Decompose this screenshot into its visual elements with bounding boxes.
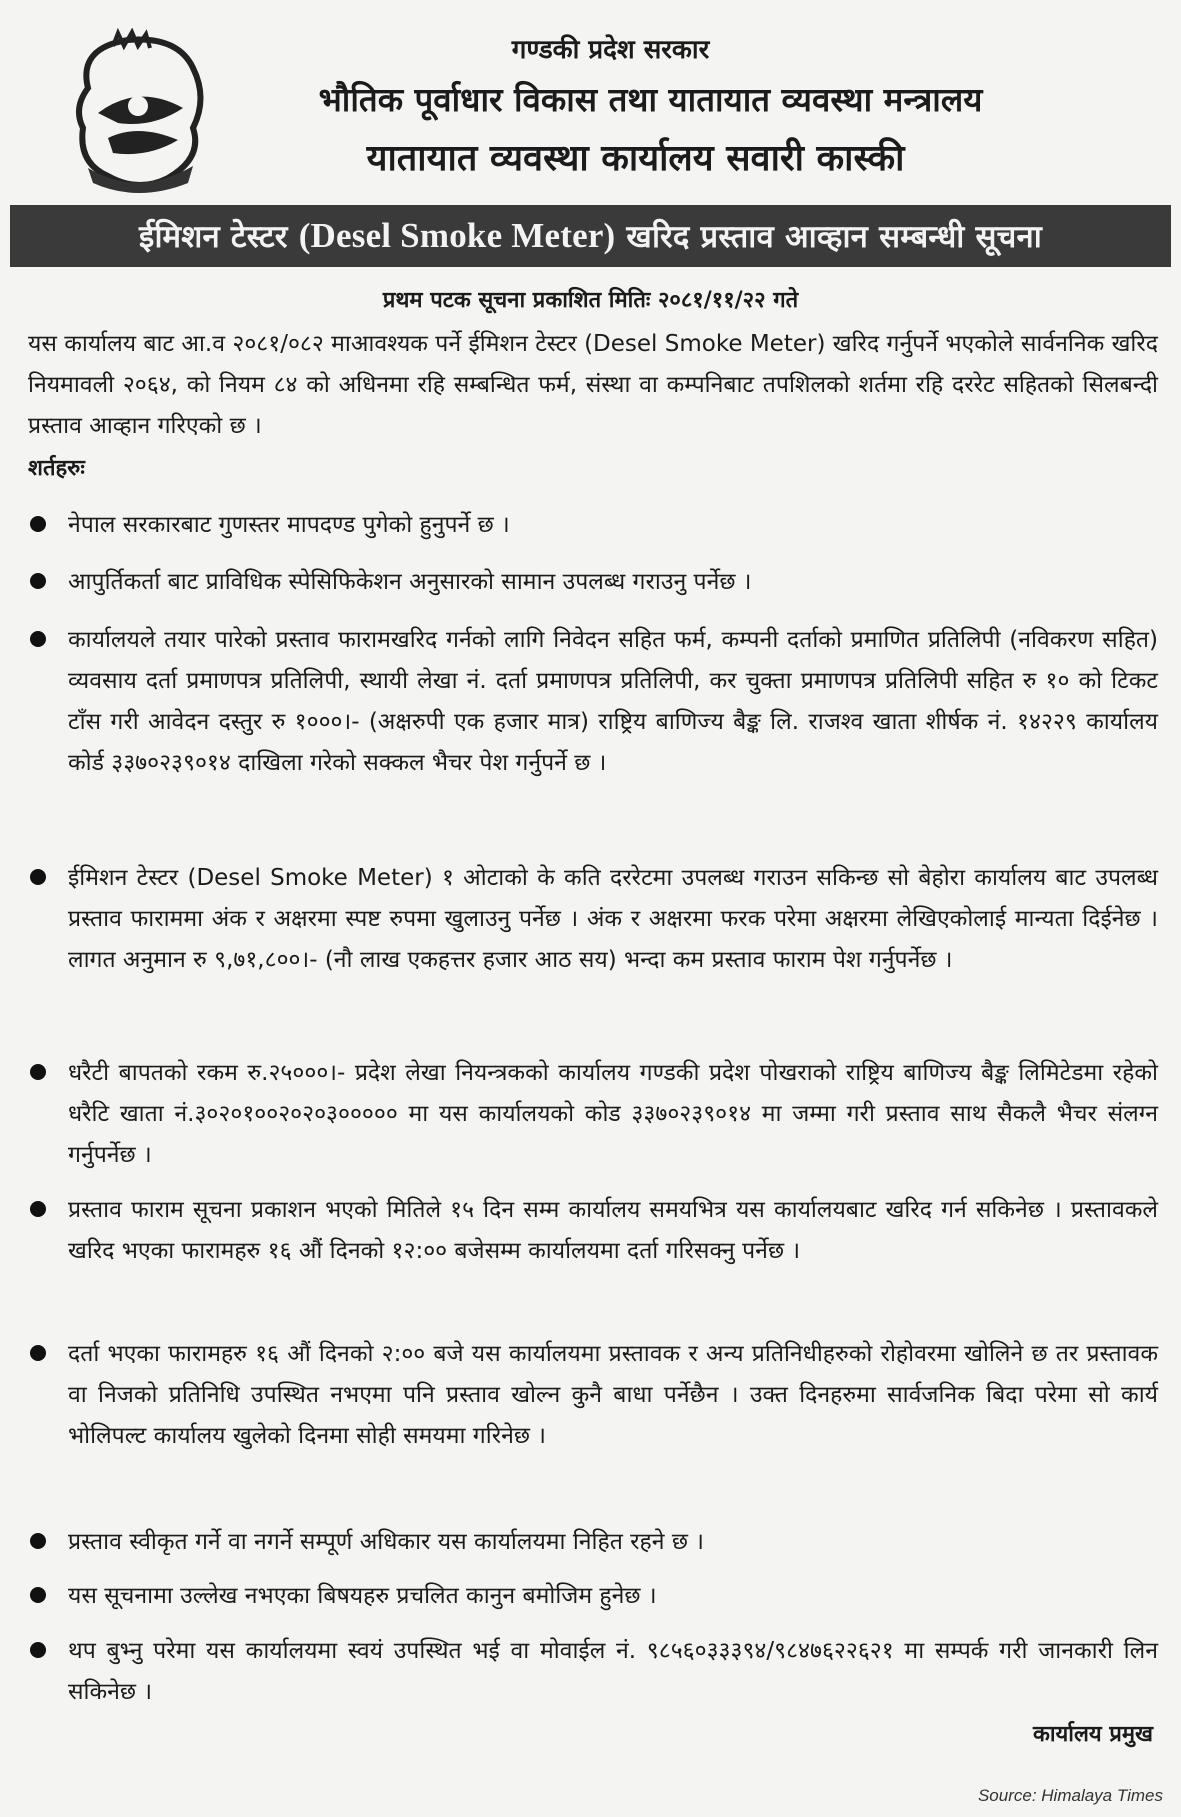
condition-item: आपुर्तिकर्ता बाट प्राविधिक स्पेसिफिकेशन अनुसारको सामान उपलब्ध गराउनु पर्नेछ । xyxy=(28,562,1158,603)
condition-item: प्रस्ताव फाराम सूचना प्रकाशन भएको मितिले १५ दिन सम्म कार्यालय समयभित्र यस कार्यालयबाट खरिद गर्न सकिनेछ । प्रस्तावकले खरिद भएका फारामहरु १६ औं दिनको १२:०० बजेसम्म कार्यालयमा दर्ता गरिसक्नु पर्नेछ । xyxy=(28,1190,1158,1272)
government-name: गण्डकी प्रदेश सरकार xyxy=(511,35,710,65)
bullet-icon xyxy=(30,631,46,647)
condition-item: नेपाल सरकारबाट गुणस्तर मापदण्ड पुगेको हुनुपर्ने छ । xyxy=(28,505,1158,546)
condition-item: थप बुभ्नु परेमा यस कार्यालयमा स्वयं उपस्थित भई वा मोवाईल नं. ९८५६०३३३९४/९८४७६२२६२१ मा सम्पर्क गरी जानकारी लिन सकिनेछ । xyxy=(28,1631,1158,1713)
condition-item: दर्ता भएका फारामहरु १६ औं दिनको २:०० बजे यस कार्यालयमा प्रस्तावक र अन्य प्रतिनिधीहरुको रोहोवरमा खोलिने छ तर प्रस्तावक वा निजको प्रतिनिधि उपस्थित नभएमा पनि प्रस्ताव खोल्न कुनै बाधा पर्नेछैन । उक्त दिनहरुमा सार्वजनिक बिदा परेमा सो कार्य भोलिपल्ट कार्यालय खुलेको दिनमा सोही समयमा गरिनेछ । xyxy=(28,1334,1158,1457)
intro-paragraph: यस कार्यालय बाट आ.व २०८१/०८२ माआवश्यक पर्ने ईमिशन टेस्टर (Desel Smoke Meter) खरिद गर्नुपर्ने भएकोले सार्वननिक खरिद नियमावली २०६४, को नियम ८४ को अधिनमा रहि सम्बन्धित फर्म, संस्था वा कम्पनिबाट तपशिलको शर्तमा रहि दररेट सहितको सिलबन्दी प्रस्ताव आव्हान गरिएको छ । xyxy=(28,331,1158,439)
bullet-icon xyxy=(30,516,46,532)
title-part-1: ईमिशन टेस्टर xyxy=(139,219,288,255)
bullet-icon xyxy=(30,869,46,885)
condition-item: धरैटी बापतको रकम रु.२५०००।- प्रदेश लेखा नियन्त्रकको कार्यालय गण्डकी प्रदेश पोखराको राष्ट्रिय बाणिज्य बैङ्क लिमिटेडमा रहेको धरैटि खाता नं.३०२०१००२०२०३००००० मा यस कार्यालयको कोड ३३७०२३९०१४ मा जम्मा गरी प्रस्ताव साथ सैकलै भैचर संलग्न गर्नुपर्नेछ । xyxy=(28,1053,1158,1176)
bullet-icon xyxy=(30,1533,46,1549)
title-part-2: खरिद प्रस्ताव आव्हान सम्बन्धी सूचना xyxy=(626,219,1042,255)
source-credit: Source: Himalaya Times xyxy=(977,1786,1163,1805)
conditions-heading: शर्तहरुः xyxy=(28,456,85,481)
publication-date: प्रथम पटक सूचना प्रकाशित मितिः २०८१/११/२२ गते xyxy=(382,288,799,313)
condition-item: प्रस्ताव स्वीकृत गर्ने वा नगर्ने सम्पूर्ण अधिकार यस कार्यालयमा निहित रहने छ । xyxy=(28,1522,1158,1563)
bullet-icon xyxy=(30,1587,46,1603)
bullet-icon xyxy=(30,1201,46,1217)
title-english: (Desel Smoke Meter) xyxy=(298,216,616,255)
bullet-icon xyxy=(30,573,46,589)
condition-item: कार्यालयले तयार पारेको प्रस्ताव फारामखरिद गर्नको लागि निवेदन सहित फर्म, कम्पनी दर्ताको प्रमाणित प्रतिलिपी (नविकरण सहित) व्यवसाय दर्ता प्रमाणपत्र प्रतिलिपी, स्थायी लेखा नं. दर्ता प्रमाणपत्र प्रतिलिपी, कर चुक्ता प्रमाणपत्र प्रतिलिपी सहित रु १० को टिकट टाँस गरी आवेदन दस्तुर रु १०००।- (अक्षरुपी एक हजार मात्र) राष्ट्रिय बाणिज्य बैङ्क लि. राजश्व खाता शीर्षक नं. १४२२९ कार्यालय कोर्ड ३३७०२३९०१४ दाखिला गरेको सक्कल भैचर पेश गर्नुपर्ने छ । xyxy=(28,620,1158,784)
office-name: यातायात व्यवस्था कार्यालय सवारी कास्की xyxy=(366,138,905,179)
bullet-icon xyxy=(30,1064,46,1080)
bullet-icon xyxy=(30,1642,46,1658)
signature-label: कार्यालय प्रमुख xyxy=(1032,1722,1153,1747)
ministry-name: भौतिक पूर्वाधार विकास तथा यातायात व्यवस्था मन्त्रालय xyxy=(318,80,983,119)
notice-title xyxy=(10,205,1171,267)
bullet-icon xyxy=(30,1345,46,1361)
condition-item: ईमिशन टेस्टर (Desel Smoke Meter) १ ओटाको के कति दररेटमा उपलब्ध गराउन सकिन्छ सो बेहोरा कार्यालय बाट उपलब्ध प्रस्ताव फाराममा अंक र अक्षरमा स्पष्ट रुपमा खुलाउनु पर्नेछ । अंक र अक्षरमा फरक परेमा अक्षरमा लेखिएकोलाई मान्यता दिईनेछ । लागत अनुमान रु ९,७१,८००।- (नौ लाख एकहत्तर हजार आठ सय) भन्दा कम प्रस्ताव फाराम पेश गर्नुपर्नेछ । xyxy=(28,858,1158,981)
condition-item: यस सूचनामा उल्लेख नभएका बिषयहरु प्रचलित कानुन बमोजिम हुनेछ । xyxy=(28,1576,1158,1617)
